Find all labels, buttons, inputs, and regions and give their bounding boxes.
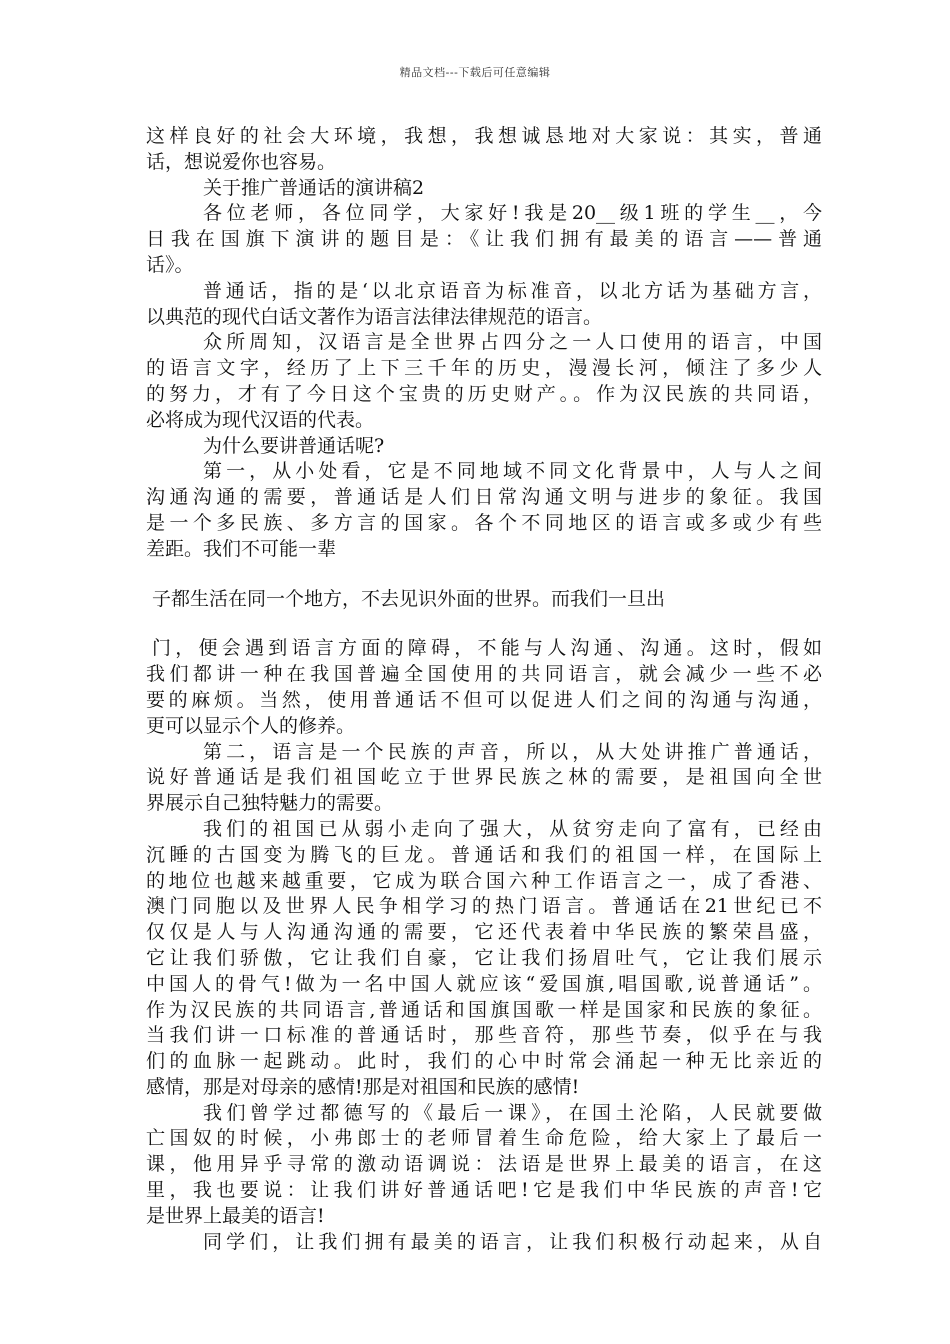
- document-body: [146, 124, 822, 1255]
- text-line: 沟通沟通的需要，普通话是人们日常沟通文明与进步的象征。我国: [146, 486, 822, 509]
- text-line: 中国人的骨气!做为一名中国人就应该“爱国旗,唱国歌,说普通话”。: [146, 972, 822, 995]
- text-line: 同学们，让我们拥有最美的语言，让我们积极行动起来，从自: [203, 1230, 822, 1253]
- text-line: 为什么要讲普通话呢?: [203, 434, 385, 457]
- text-line: 这样良好的社会大环境，我想，我想诚恳地对大家说：其实，普通: [146, 125, 822, 147]
- text-line: 各位老师，各位同学，大家好!我是20__级1班的学生__，今: [203, 202, 822, 225]
- section-title: 关于推广普通话的演讲稿2: [203, 176, 425, 199]
- text-line: 沉睡的古国变为腾飞的巨龙。普通话和我们的祖国一样，在国际上: [146, 843, 822, 866]
- text-line: 的地位也越来越重要，它成为联合国六种工作语言之一，成了香港、: [146, 869, 822, 892]
- text-line: 仅仅是人与人沟通沟通的需要，它还代表着中华民族的繁荣昌盛，: [146, 921, 822, 944]
- text-line: 里，我也要说：让我们讲好普通话吧!它是我们中华民族的声音!它: [146, 1179, 822, 1202]
- text-line: 当我们讲一口标准的普通话时，那些音符，那些节奏，似乎在与我: [146, 1024, 822, 1047]
- text-line: 我们都讲一种在我国普遍全国使用的共同语言，就会减少一些不必: [146, 663, 822, 686]
- page-header: 精品文档---下载后可任意编辑: [399, 66, 551, 79]
- text-line: 的语言文字，经历了上下三千年的历史，漫漫长河，倾注了多少人: [146, 357, 822, 380]
- text-line: 说好普通话是我们祖国屹立于世界民族之林的需要，是祖国向全世: [146, 766, 822, 789]
- text-line: 要的麻烦。当然，使用普通话不但可以促进人们之间的沟通与沟通，: [146, 688, 822, 711]
- text-line: 是一个多民族、多方言的国家。各个不同地区的语言或多或少有些: [146, 511, 822, 534]
- text-line: 子都生活在同一个地方，不去见识外面的世界。而我们一旦出: [152, 587, 666, 610]
- text-line: 们的血脉一起跳动。此时，我们的心中时常会涌起一种无比亲近的: [146, 1050, 822, 1073]
- text-line: 感情，那是对母亲的感情!那是对祖国和民族的感情!: [146, 1075, 580, 1098]
- text-line: 必将成为现代汉语的代表。: [146, 408, 375, 431]
- text-line: 澳门同胞以及世界人民争相学习的热门语言。普通话在21世纪已不: [146, 895, 822, 918]
- text-line: 的努力，才有了今日这个宝贵的历史财产。。作为汉民族的共同语，: [146, 382, 822, 405]
- text-line: 作为汉民族的共同语言,普通话和国旗国歌一样是国家和民族的象征。: [146, 998, 822, 1021]
- text-line: 话，想说爱你也容易。: [146, 150, 337, 173]
- text-line: 我们曾学过都德写的《最后一课》，在国土沦陷，人民就要做: [203, 1101, 822, 1124]
- text-line: 日我在国旗下演讲的题目是：《让我们拥有最美的语言——普通: [146, 228, 822, 251]
- text-line: 课，他用异乎寻常的激动语调说：法语是世界上最美的语言，在这: [146, 1153, 822, 1176]
- text-line: 更可以显示个人的修养。: [146, 714, 356, 737]
- text-line: 众所周知，汉语言是全世界占四分之一人口使用的语言，中国: [203, 331, 822, 354]
- text-line: 我们的祖国已从弱小走向了强大，从贫穷走向了富有，已经由: [203, 817, 822, 840]
- text-line: 第一，从小处看，它是不同地域不同文化背景中，人与人之间: [203, 460, 822, 483]
- text-line: 门，便会遇到语言方面的障碍，不能与人沟通、沟通。这时，假如: [152, 637, 822, 660]
- text-line: 以典范的现代白话文著作为语言法律法律规范的语言。: [146, 305, 603, 328]
- text-line: 差距。我们不可能一辈: [146, 537, 337, 560]
- text-line: 亡国奴的时候，小弗郎士的老师冒着生命危险，给大家上了最后一: [146, 1127, 822, 1150]
- text-line: 话》。: [146, 253, 194, 276]
- text-line: 普通话，指的是‘以北京语音为标准音，以北方话为基础方言，: [203, 279, 822, 302]
- text-line: 它让我们骄傲，它让我们自豪，它让我们扬眉吐气，它让我们展示: [146, 946, 822, 969]
- text-line: 第二，语言是一个民族的声音，所以，从大处讲推广普通话，: [203, 740, 822, 763]
- text-line: 是世界上最美的语言!: [146, 1204, 325, 1227]
- text-line: 界展示自己独特魅力的需要。: [146, 792, 394, 815]
